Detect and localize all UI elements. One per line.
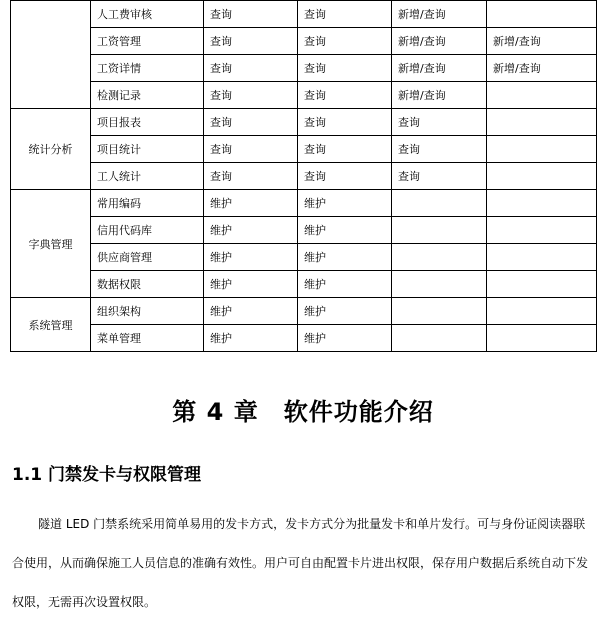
perm-cell: 查询	[204, 82, 298, 109]
perm-cell	[392, 325, 487, 352]
perm-cell: 维护	[298, 190, 392, 217]
perm-cell: 查询	[204, 1, 298, 28]
perm-cell	[487, 109, 597, 136]
item-cell: 数据权限	[91, 271, 204, 298]
perm-cell: 查询	[204, 28, 298, 55]
item-cell: 项目统计	[91, 136, 204, 163]
table-row	[11, 55, 597, 82]
perm-cell	[392, 298, 487, 325]
perm-cell: 维护	[298, 298, 392, 325]
perm-cell	[487, 163, 597, 190]
perm-cell: 新增/查询	[392, 55, 487, 82]
perm-cell: 查询	[298, 136, 392, 163]
table-row	[11, 190, 597, 217]
item-cell: 项目报表	[91, 109, 204, 136]
perm-cell: 维护	[298, 217, 392, 244]
perm-cell: 维护	[298, 271, 392, 298]
perm-cell: 查询	[392, 109, 487, 136]
table-row	[11, 325, 597, 352]
perm-cell: 维护	[204, 325, 298, 352]
section-title: 1.1 门禁发卡与权限管理	[12, 465, 202, 485]
table-row	[11, 244, 597, 271]
item-cell: 工资管理	[91, 28, 204, 55]
perm-cell: 新增/查询	[392, 1, 487, 28]
perm-cell: 查询	[298, 82, 392, 109]
group-cell-statistics: 统计分析	[11, 109, 91, 190]
perm-cell: 维护	[204, 217, 298, 244]
perm-cell: 查询	[392, 163, 487, 190]
perm-cell: 新增/查询	[487, 55, 597, 82]
perm-cell	[487, 271, 597, 298]
perm-cell: 查询	[298, 163, 392, 190]
perm-cell	[487, 1, 597, 28]
item-cell: 常用编码	[91, 190, 204, 217]
chapter-title: 第 4 章 软件功能介绍	[172, 398, 434, 426]
perm-cell	[487, 217, 597, 244]
perm-cell	[392, 217, 487, 244]
perm-cell	[487, 298, 597, 325]
perm-cell	[487, 190, 597, 217]
item-cell: 工资详情	[91, 55, 204, 82]
group-cell-system: 系统管理	[11, 298, 91, 352]
perm-cell: 维护	[204, 271, 298, 298]
perm-cell: 查询	[204, 136, 298, 163]
perm-cell: 查询	[298, 28, 392, 55]
perm-cell: 查询	[298, 55, 392, 82]
perm-cell: 维护	[204, 244, 298, 271]
perm-cell: 维护	[298, 244, 392, 271]
perm-cell: 维护	[298, 325, 392, 352]
perm-cell	[392, 190, 487, 217]
table-row	[11, 298, 597, 325]
perm-cell: 维护	[204, 298, 298, 325]
permission-table	[10, 0, 597, 352]
table-row	[11, 163, 597, 190]
perm-cell: 新增/查询	[392, 28, 487, 55]
perm-cell	[487, 325, 597, 352]
perm-cell	[487, 82, 597, 109]
item-cell: 菜单管理	[91, 325, 204, 352]
item-cell: 组织架构	[91, 298, 204, 325]
perm-cell: 查询	[204, 55, 298, 82]
table-row	[11, 136, 597, 163]
table-row	[11, 82, 597, 109]
table-row	[11, 109, 597, 136]
perm-cell: 查询	[298, 1, 392, 28]
item-cell: 供应商管理	[91, 244, 204, 271]
item-cell: 工人统计	[91, 163, 204, 190]
item-cell: 检测记录	[91, 82, 204, 109]
table-row	[11, 1, 597, 28]
perm-cell: 维护	[204, 190, 298, 217]
perm-cell: 新增/查询	[392, 82, 487, 109]
body-paragraph: 隧道 LED 门禁系统采用简单易用的发卡方式，发卡方式分为批量发卡和单片发行。可与身份证阅读器联合使用，从而确保施工人员信息的准确有效性。用户可自由配置卡片进出权限，保存用户数据后系统自动下发权限，无需再次设置权限。	[12, 517, 589, 609]
perm-cell: 新增/查询	[487, 28, 597, 55]
perm-cell	[487, 136, 597, 163]
perm-cell	[392, 271, 487, 298]
perm-cell: 查询	[392, 136, 487, 163]
item-cell: 人工费审核	[91, 1, 204, 28]
table-row	[11, 28, 597, 55]
perm-cell: 查询	[204, 163, 298, 190]
perm-cell: 查询	[204, 109, 298, 136]
group-cell-dictionary: 字典管理	[11, 190, 91, 298]
item-cell: 信用代码库	[91, 217, 204, 244]
table-row	[11, 271, 597, 298]
perm-cell: 查询	[298, 109, 392, 136]
table-row	[11, 217, 597, 244]
perm-cell	[392, 244, 487, 271]
group-cell-continued	[11, 1, 91, 109]
perm-cell	[487, 244, 597, 271]
